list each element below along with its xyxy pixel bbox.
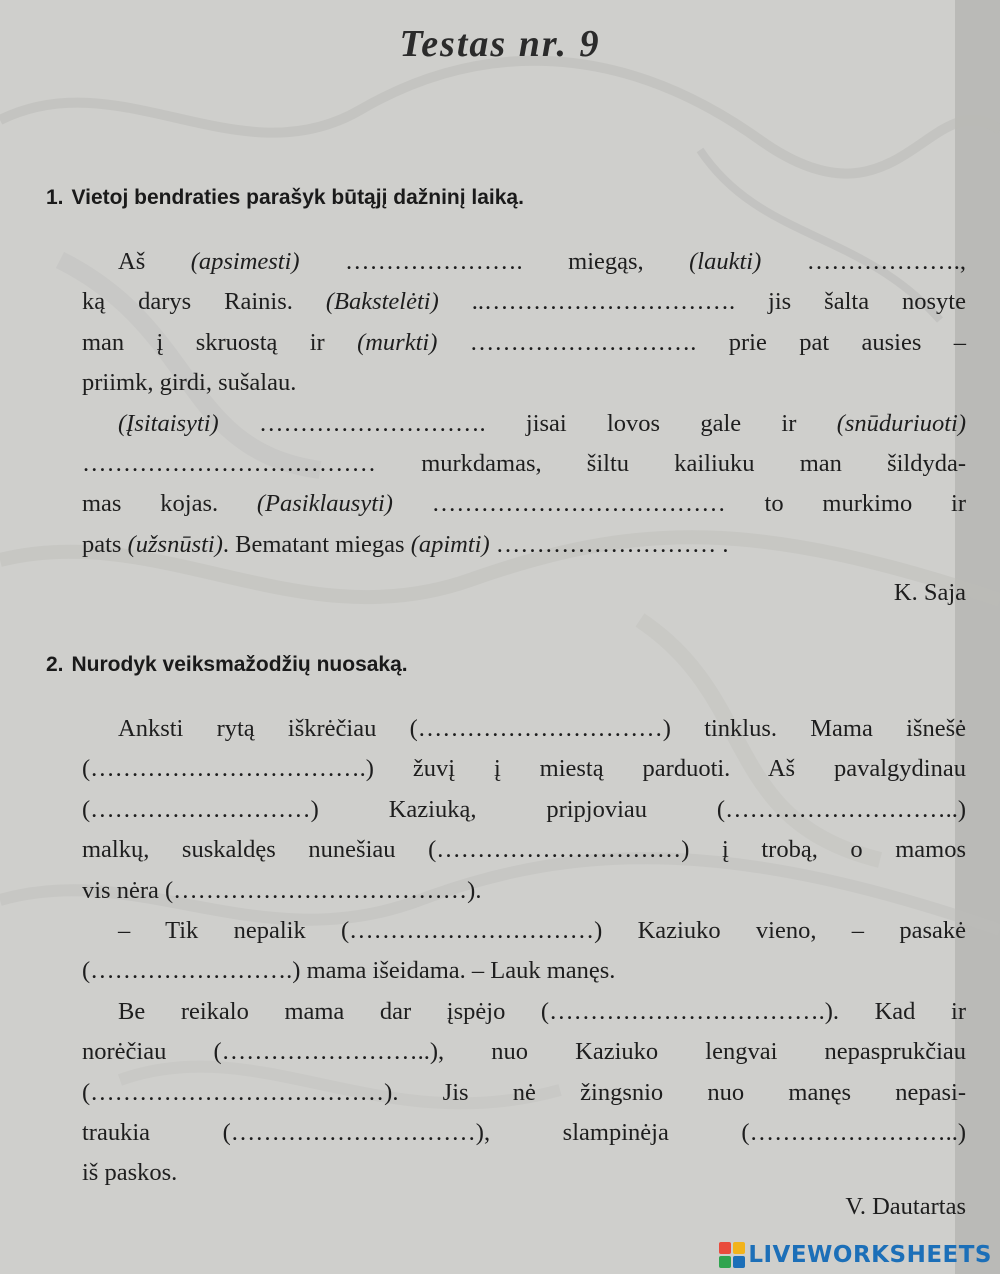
text-segment: – Tik nepalik (…………………………) Kaziuko vieno, – pasakė (118, 917, 966, 944)
text-line (82, 951, 966, 991)
text-segment: ką darys Rainis. (82, 288, 326, 316)
task-2-number: 2. (46, 653, 64, 676)
text-line (82, 242, 966, 282)
text-line (82, 1073, 966, 1113)
infinitive-verb: (apsimesti) (190, 248, 300, 275)
text-segment: . Bematant miegas (222, 530, 411, 558)
text-segment: (…………………………….) žuvį į miestą parduoti. Aš pavalgydinau (82, 755, 966, 783)
infinitive-verb: (murkti) (357, 328, 438, 356)
infinitive-verb: (Bakstelėti) (325, 288, 439, 316)
text-segment: ..…………………………. jis šalta nosyte (438, 288, 966, 316)
text-line (82, 1032, 966, 1072)
text-segment: pats (82, 530, 128, 558)
text-segment: vis nėra (………………………………). (82, 876, 482, 904)
task-2-instruction: Nurodyk veiksmažodžių nuosaką. (71, 653, 408, 676)
liveworksheets-watermark (719, 1240, 992, 1270)
task-2-author: V. Dautartas (845, 1193, 966, 1220)
text-line (82, 790, 966, 830)
text-line (82, 992, 966, 1032)
task-2-heading (46, 653, 408, 677)
text-segment: ………………………. prie pat ausies – (437, 328, 966, 356)
text-segment: ………………………. jisai lovos gale ir (218, 409, 837, 437)
text-line (82, 1153, 966, 1193)
text-line (82, 404, 966, 444)
text-segment: man į skruostą ir (82, 328, 358, 356)
infinitive-verb: (Pasiklausyti) (256, 490, 393, 518)
text-line (82, 911, 966, 951)
text-line (82, 709, 966, 749)
text-segment: ……………………………… murkdamas, šiltu kailiuku man šildyda- (82, 450, 966, 477)
text-segment: ……………………… . (489, 530, 729, 558)
text-segment: Anksti rytą iškrėčiau (…………………………) tinklus. Mama išnešė (118, 715, 966, 742)
text-segment: Be reikalo mama dar įspėjo (…………………………….). Kad ir (118, 997, 966, 1025)
infinitive-verb: (užsnūsti) (127, 530, 223, 558)
task-1-number: 1. (46, 186, 64, 209)
text-segment: (………………………) Kaziuką, pripjoviau (………………………..) (82, 795, 966, 823)
text-segment: ……………………………… to murkimo ir (392, 490, 966, 518)
text-segment: …………………. miegąs, (299, 248, 690, 275)
infinitive-verb: (Įsitaisyti) (118, 409, 219, 437)
task-1-heading (46, 186, 524, 210)
text-line (82, 323, 966, 363)
text-segment: (…………………….) mama išeidama. – Lauk manęs. (82, 957, 616, 985)
text-line (82, 525, 966, 565)
liveworksheets-logo-icon (719, 1242, 745, 1268)
text-segment: priimk, girdi, sušalau. (82, 369, 297, 397)
text-line (82, 749, 966, 789)
task-1-author: K. Saja (893, 579, 966, 606)
text-line (82, 830, 966, 870)
text-line (82, 282, 966, 322)
task-1-instruction: Vietoj bendraties parašyk būtąjį dažninį laiką. (71, 186, 524, 209)
text-segment: (………………………………). Jis nė žingsnio nuo manęs nepasi- (82, 1078, 966, 1106)
text-segment: malkų, suskaldęs nunešiau (…………………………) į trobą, o mamos (82, 836, 966, 864)
infinitive-verb: (snūduriuoti) (836, 409, 966, 437)
test-title: Testas nr. 9 (399, 23, 601, 65)
text-line (82, 871, 966, 911)
text-segment: ………………., (761, 248, 966, 275)
text-line (82, 363, 966, 403)
text-segment: traukia (…………………………), slampinėja (……………………..) (82, 1119, 966, 1146)
text-line (82, 484, 966, 524)
infinitive-verb: (apimti) (410, 530, 490, 558)
text-line (82, 1113, 966, 1153)
infinitive-verb: (laukti) (689, 248, 762, 275)
text-segment: norėčiau (……………………..), nuo Kaziuko lengvai nepasprukčiau (82, 1038, 966, 1066)
text-segment: iš paskos. (82, 1159, 178, 1187)
text-line (82, 444, 966, 484)
watermark-text: LIVEWORKSHEETS (748, 1242, 992, 1268)
text-segment: Aš (118, 248, 191, 275)
text-segment: mas kojas. (82, 490, 257, 518)
